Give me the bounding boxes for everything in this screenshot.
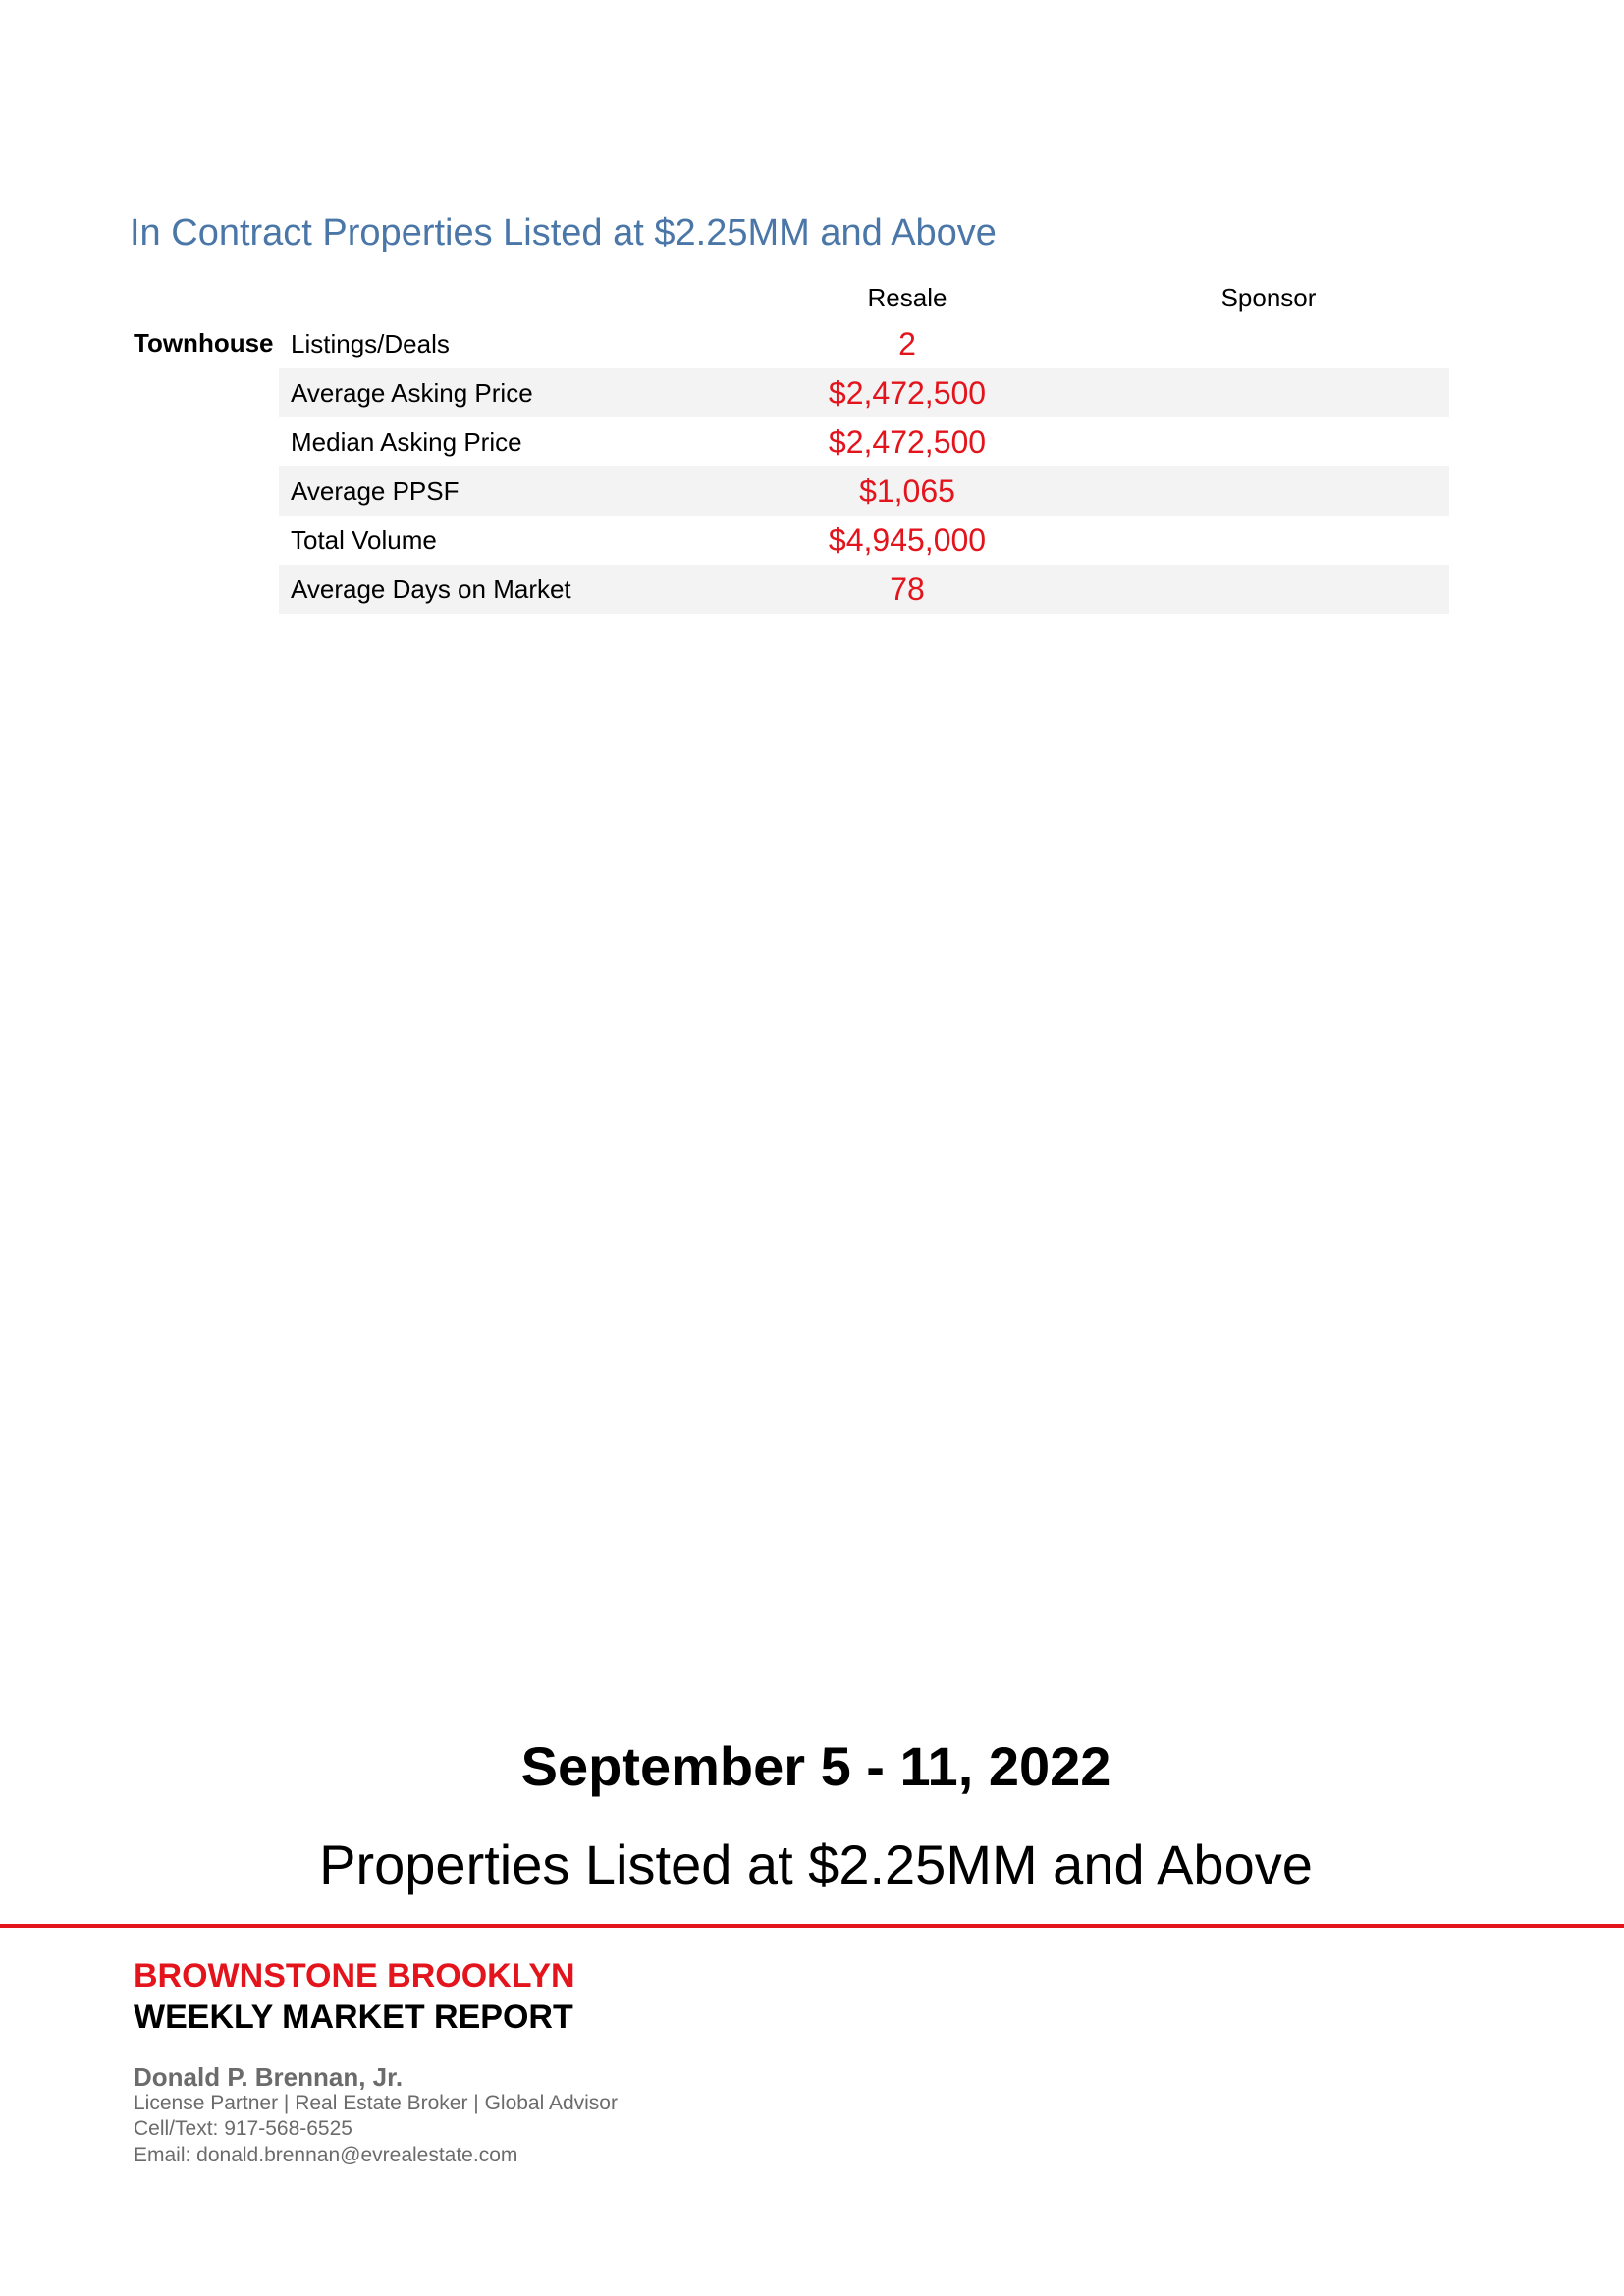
stat-row-average-ppsf	[279, 466, 1449, 516]
stat-row-total-volume	[279, 516, 1449, 565]
stat-value-resale: $4,945,000	[828, 522, 987, 558]
agent-name: Donald P. Brennan, Jr.	[134, 2062, 404, 2092]
footer-divider	[0, 1924, 1624, 1928]
report-subtitle: Properties Listed at $2.25MM and Above	[319, 1833, 1313, 1895]
stat-label: Average Asking Price	[291, 378, 533, 408]
stat-label: Average Days on Market	[291, 574, 571, 604]
stat-row-average-asking-price	[279, 368, 1449, 417]
stat-value-resale: $2,472,500	[828, 424, 987, 460]
stat-label: Total Volume	[291, 525, 437, 555]
stat-row-median-asking-price	[279, 417, 1449, 466]
agent-cell: Cell/Text: 917-568-6525	[134, 2117, 352, 2140]
stat-value-resale: $2,472,500	[828, 375, 987, 410]
stat-row-listings	[279, 319, 1449, 368]
section-title: In Contract Properties Listed at $2.25MM and Above	[130, 212, 997, 253]
agent-email: Email: donald.brennan@evrealestate.com	[134, 2144, 518, 2166]
stat-label: Listings/Deals	[291, 329, 450, 358]
stat-row-average-days-on-market	[279, 565, 1449, 614]
agent-title: License Partner | Real Estate Broker | Global Advisor	[134, 2092, 618, 2114]
stat-value-resale: $1,065	[859, 473, 955, 509]
brand-report-name: WEEKLY MARKET REPORT	[134, 1998, 573, 2036]
report-date-range: September 5 - 11, 2022	[520, 1735, 1111, 1797]
column-header-resale: Resale	[867, 283, 947, 312]
stat-value-resale: 78	[890, 572, 925, 607]
brand-name: BROWNSTONE BROOKLYN	[134, 1957, 575, 1995]
group-label-townhouse: Townhouse	[134, 328, 274, 357]
stat-label: Median Asking Price	[291, 427, 522, 457]
stat-value-resale: 2	[898, 326, 916, 361]
column-header-sponsor: Sponsor	[1220, 283, 1317, 312]
stats-table	[279, 319, 1449, 614]
stat-label: Average PPSF	[291, 476, 460, 506]
